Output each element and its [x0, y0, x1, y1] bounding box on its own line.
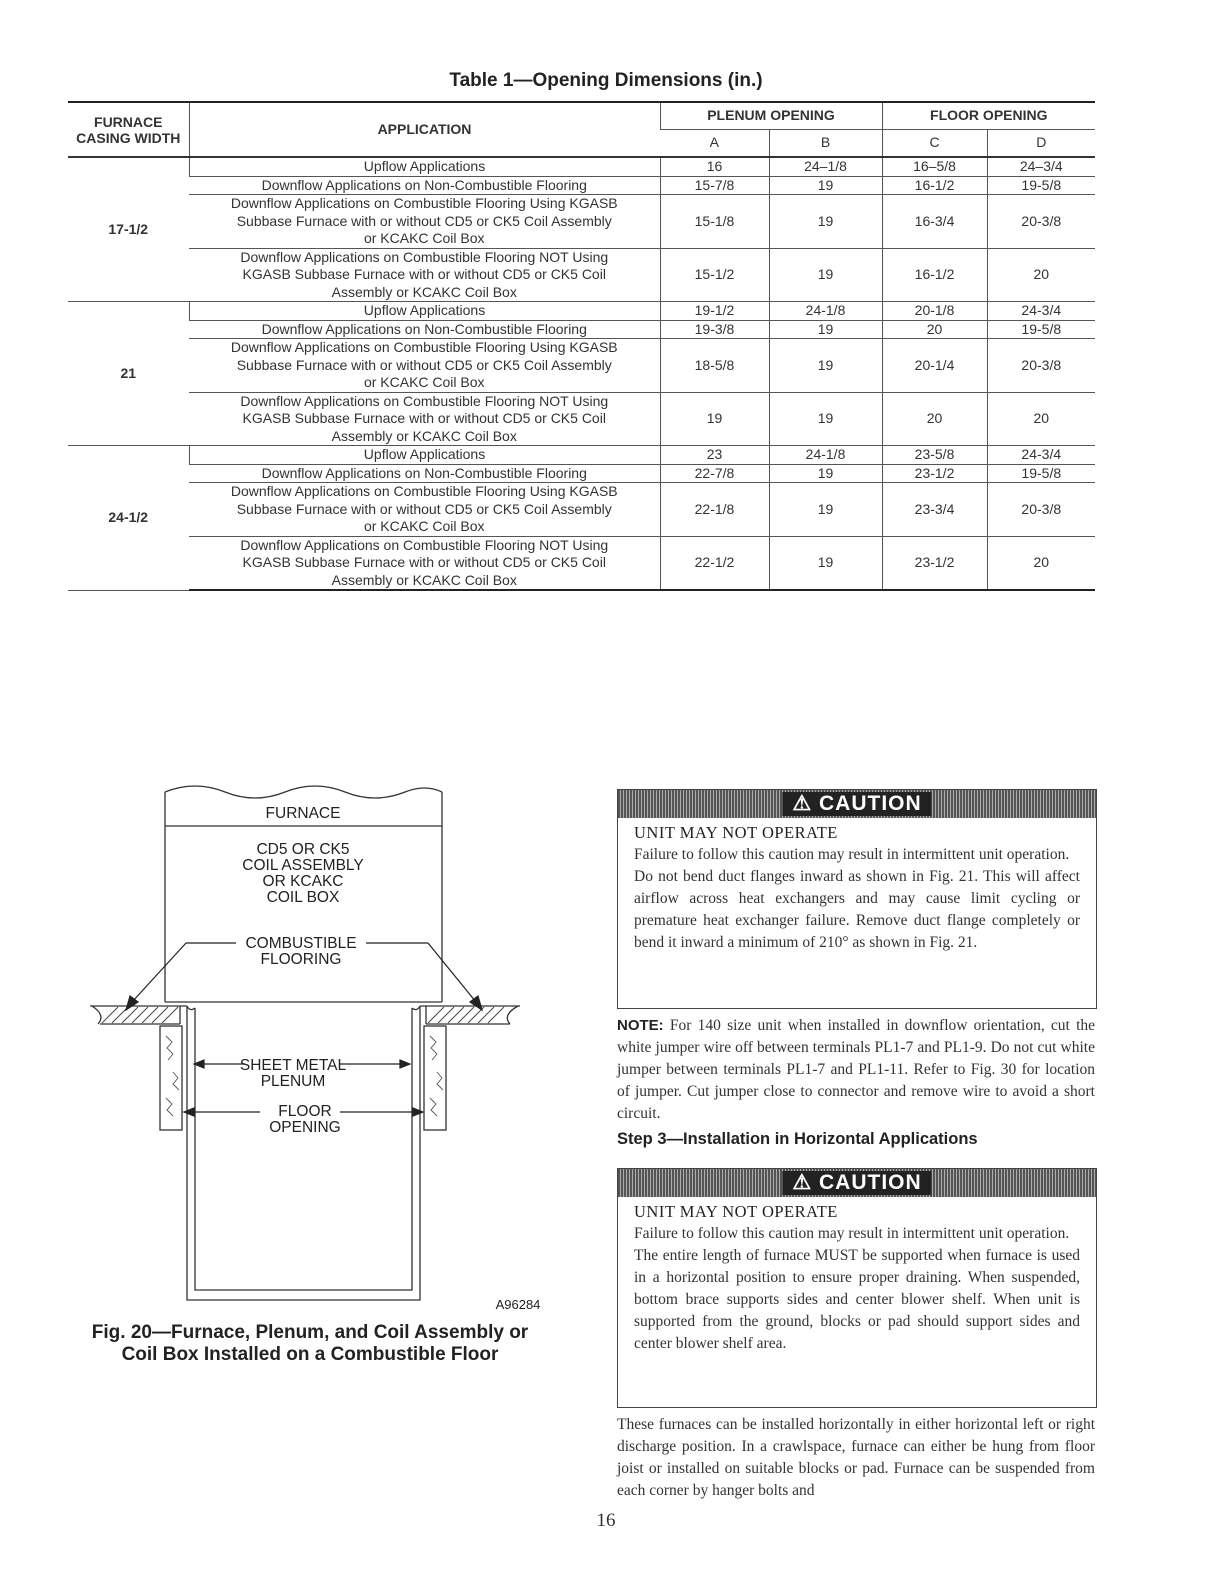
- caution-heading: UNIT MAY NOT OPERATE: [634, 823, 838, 842]
- table-row: [68, 392, 1095, 446]
- floor-d-cell: 20: [987, 248, 1095, 302]
- caution-text-1: Failure to follow this caution may result in intermittent unit operation.: [634, 1225, 1070, 1242]
- figure-code: A96284: [495, 1297, 541, 1312]
- table-row: [68, 446, 1095, 465]
- floor-d-cell: 20-3/8: [987, 195, 1095, 249]
- application-cell: Upflow Applications: [189, 302, 660, 321]
- caution-heading: UNIT MAY NOT OPERATE: [634, 1202, 838, 1221]
- table-row: [68, 483, 1095, 537]
- floor-c-cell: 16-1/2: [882, 176, 987, 195]
- floor-d-cell: 20-3/8: [987, 339, 1095, 393]
- header-b: B: [769, 130, 882, 158]
- label-plenum-1: SHEET METAL: [239, 1057, 347, 1074]
- plenum-a-cell: 15-1/2: [660, 248, 769, 302]
- floor-d-cell: 19-5/8: [987, 176, 1095, 195]
- floor-d-cell: 19-5/8: [987, 464, 1095, 483]
- plenum-b-cell: 19: [769, 248, 882, 302]
- application-cell: Upflow Applications: [189, 446, 660, 465]
- plenum-a-cell: 19: [660, 392, 769, 446]
- header-plenum-opening: PLENUM OPENING: [660, 102, 882, 130]
- plenum-b-cell: 19: [769, 320, 882, 339]
- floor-c-cell: 20-1/4: [882, 339, 987, 393]
- application-cell: Downflow Applications on Combustible Flooring NOT Using KGASB Subbase Furnace with or without CD5 or CK5 Coil Assembly or KCAKC Coil Box: [189, 392, 660, 446]
- label-combustible-1: COMBUSTIBLE: [245, 935, 357, 952]
- caution-box-2: [617, 1168, 1097, 1408]
- application-cell: Downflow Applications on Non-Combustible Flooring: [189, 320, 660, 339]
- table-row: [68, 320, 1095, 339]
- note-paragraph: [617, 1015, 1095, 1125]
- plenum-a-cell: 19-3/8: [660, 320, 769, 339]
- page-number: 16: [596, 1510, 616, 1531]
- floor-c-cell: 23-5/8: [882, 446, 987, 465]
- label-combustible-2: FLOORING: [260, 951, 342, 968]
- floor-c-cell: 20: [882, 320, 987, 339]
- plenum-a-cell: 23: [660, 446, 769, 465]
- table-body: [68, 157, 1095, 590]
- floor-c-cell: 16–5/8: [882, 157, 987, 176]
- plenum-a-cell: 22-7/8: [660, 464, 769, 483]
- plenum-b-cell: 24-1/8: [769, 446, 882, 465]
- casing-width-cell: 24-1/2: [68, 446, 189, 591]
- header-d: D: [987, 130, 1095, 158]
- plenum-a-cell: 19-1/2: [660, 302, 769, 321]
- plenum-b-cell: 19: [769, 176, 882, 195]
- plenum-a-cell: 15-1/8: [660, 195, 769, 249]
- plenum-a-cell: 15-7/8: [660, 176, 769, 195]
- application-cell: Upflow Applications: [189, 157, 660, 176]
- note-label: NOTE:: [617, 1017, 664, 1034]
- plenum-b-cell: 19: [769, 195, 882, 249]
- floor-d-cell: 24–3/4: [987, 157, 1095, 176]
- table-row: [68, 464, 1095, 483]
- caution-label: ⚠ CAUTION: [782, 792, 931, 816]
- furnace-broken-top: [165, 786, 442, 798]
- table-row: [68, 248, 1095, 302]
- label-floor-2: OPENING: [269, 1119, 341, 1136]
- table-row: [68, 302, 1095, 321]
- caution-bar: [618, 790, 1096, 818]
- application-cell: Downflow Applications on Combustible Flooring Using KGASB Subbase Furnace with or without CD5 or CK5 Coil Assembly or KCAKC Coil Box: [189, 483, 660, 537]
- plenum-a-cell: 16: [660, 157, 769, 176]
- floor-d-cell: 19-5/8: [987, 320, 1095, 339]
- floor-c-cell: 16-1/2: [882, 248, 987, 302]
- floor-d-cell: 24-3/4: [987, 302, 1095, 321]
- floor-c-cell: 23-1/2: [882, 536, 987, 590]
- figure-caption-line2: Coil Box Installed on a Combustible Floor: [121, 1344, 499, 1365]
- figure-caption: [40, 1322, 580, 1366]
- label-coil-2: COIL ASSEMBLY: [242, 857, 364, 874]
- table-row: [68, 195, 1095, 249]
- floor-d-cell: 20: [987, 536, 1095, 590]
- application-cell: Downflow Applications on Combustible Flooring NOT Using KGASB Subbase Furnace with or without CD5 or CK5 Coil Assembly or KCAKC Coil Box: [189, 536, 660, 590]
- floor-d-cell: 24-3/4: [987, 446, 1095, 465]
- label-furnace: FURNACE: [265, 805, 341, 822]
- application-cell: Downflow Applications on Combustible Flooring NOT Using KGASB Subbase Furnace with or without CD5 or CK5 Coil Assembly or KCAKC Coil Box: [189, 248, 660, 302]
- plenum-b-cell: 24-1/8: [769, 302, 882, 321]
- caution-text-2: Do not bend duct flanges inward as shown in Fig. 21. This will affect airflow across heat exchangers and may cause limit cycling or premature heat exchanger failure. Remove duct flange completely or bend it inward a minimum of 210° as shown in Fig. 21.: [634, 868, 1080, 951]
- floor-c-cell: 20-1/8: [882, 302, 987, 321]
- plenum-a-cell: 18-5/8: [660, 339, 769, 393]
- plenum-b-cell: 24–1/8: [769, 157, 882, 176]
- table-row: [68, 176, 1095, 195]
- header-furnace-casing-width: FURNACE CASING WIDTH: [68, 102, 189, 157]
- floor-c-cell: 20: [882, 392, 987, 446]
- table-row: [68, 339, 1095, 393]
- casing-width-cell: 21: [68, 302, 189, 446]
- caution-box-1: [617, 789, 1097, 1009]
- furnace-plenum-figure: [90, 780, 560, 1320]
- caution-label: ⚠ CAUTION: [782, 1171, 931, 1195]
- table-row: [68, 536, 1095, 590]
- caution-text-2: The entire length of furnace MUST be supported when furnace is used in a horizontal position to ensure proper draining. When suspended, bottom brace supports sides and center blower shelf. When unit is supported from the ground, blocks or pad should support sides and center blower shelf area.: [634, 1247, 1080, 1352]
- floor-d-cell: 20-3/8: [987, 483, 1095, 537]
- header-application: APPLICATION: [189, 102, 660, 157]
- header-floor-opening: FLOOR OPENING: [882, 102, 1095, 130]
- figure-caption-line1: Fig. 20—Furnace, Plenum, and Coil Assembly or: [91, 1322, 529, 1343]
- application-cell: Downflow Applications on Non-Combustible Flooring: [189, 176, 660, 195]
- table-title: Table 1—Opening Dimensions (in.): [449, 70, 763, 91]
- label-floor-1: FLOOR: [278, 1103, 332, 1120]
- step3-heading: Step 3—Installation in Horizontal Applications: [617, 1130, 978, 1148]
- application-cell: Downflow Applications on Combustible Flooring Using KGASB Subbase Furnace with or without CD5 or CK5 Coil Assembly or KCAKC Coil Box: [189, 195, 660, 249]
- plenum-b-cell: 19: [769, 392, 882, 446]
- body-paragraph: These furnaces can be installed horizontally in either horizontal left or right discharge position. In a crawlspace, furnace can either be hung from floor joist or installed on suitable blocks or pad. Furnace can be suspended from each corner by hanger bolts and: [617, 1416, 1095, 1499]
- header-a: A: [660, 130, 769, 158]
- floor-c-cell: 23-1/2: [882, 464, 987, 483]
- caution-bar: [618, 1169, 1096, 1197]
- plenum-a-cell: 22-1/2: [660, 536, 769, 590]
- application-cell: Downflow Applications on Combustible Flooring Using KGASB Subbase Furnace with or without CD5 or CK5 Coil Assembly or KCAKC Coil Box: [189, 339, 660, 393]
- header-c: C: [882, 130, 987, 158]
- casing-width-cell: 17-1/2: [68, 157, 189, 302]
- label-coil-1: CD5 OR CK5: [256, 841, 350, 858]
- floor-c-cell: 16-3/4: [882, 195, 987, 249]
- plenum-b-cell: 19: [769, 483, 882, 537]
- floor-c-cell: 23-3/4: [882, 483, 987, 537]
- note-text: For 140 size unit when installed in downflow orientation, cut the white jumper wire off between terminals PL1-7 and PL1-9. Do not cut white jumper between terminals PL1-7 and PL1-11. Refer to Fig. 30 for location of jumper. Cut jumper close to connector and remove wire to avoid a short circuit.: [617, 1017, 1096, 1122]
- plenum-b-cell: 19: [769, 339, 882, 393]
- plenum-b-cell: 19: [769, 536, 882, 590]
- application-cell: Downflow Applications on Non-Combustible Flooring: [189, 464, 660, 483]
- plenum-b-cell: 19: [769, 464, 882, 483]
- caution-text-1: Failure to follow this caution may result in intermittent unit operation.: [634, 846, 1070, 863]
- opening-dimensions-table: [68, 101, 1095, 591]
- floor-d-cell: 20: [987, 392, 1095, 446]
- label-coil-4: COIL BOX: [266, 889, 340, 906]
- label-plenum-2: PLENUM: [260, 1073, 326, 1090]
- plenum-a-cell: 22-1/8: [660, 483, 769, 537]
- label-coil-3: OR KCAKC: [262, 873, 344, 890]
- table-row: [68, 157, 1095, 176]
